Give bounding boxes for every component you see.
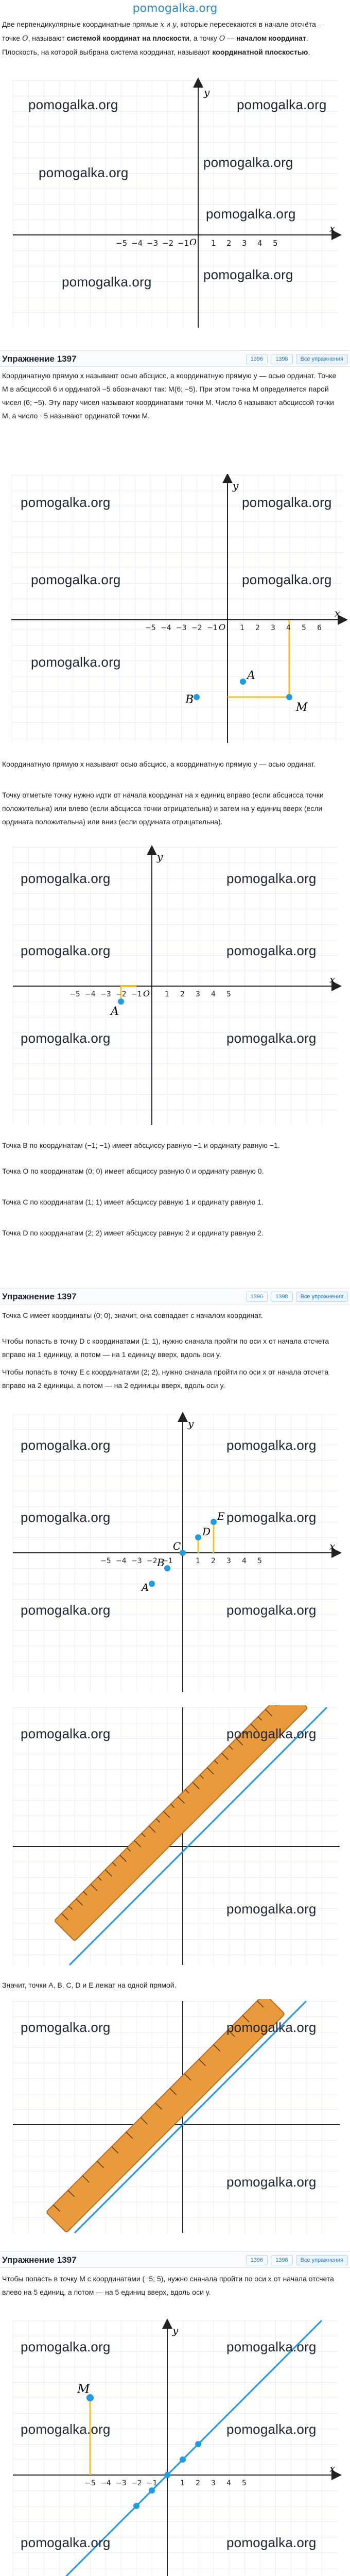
paragraph: Координатную прямую x называют осью абсцисс, а координатную прямую y — осью ординат. Точке M в абсциссой 6 и ординатой −5 обозначают так: M(6; −5). При этом точка M определяется парой чисел (6; −5). Эту пару чисел называют координатами точки M. Число 6 называют абсциссой точки M, а число −5 называют ординатой точки M. — [2, 371, 337, 420]
x-tick-label: −1 — [162, 1557, 173, 1565]
watermark: pomogalka.org — [21, 943, 111, 958]
point-m-label: M — [296, 701, 308, 714]
x-tick-label: 1 — [240, 624, 244, 632]
x-tick-label: −4 — [161, 624, 171, 632]
x-tick-label: −5 — [145, 624, 156, 632]
watermark: pomogalka.org — [226, 2174, 317, 2190]
figure-coordinate-system — [0, 77, 350, 345]
x-tick-label: 3 — [242, 239, 247, 248]
x-tick-label: 1 — [196, 1557, 200, 1565]
watermark: pomogalka.org — [21, 2421, 111, 2437]
watermark: pomogalka.org — [21, 1030, 111, 1046]
x-tick-label: 4 — [242, 1557, 247, 1565]
watermark: pomogalka.org — [21, 1437, 111, 1453]
figure-point-a — [0, 845, 350, 1133]
watermark: pomogalka.org — [21, 2020, 111, 2035]
exercise-bar — [0, 2251, 350, 2268]
exercise-title: Упражнение 1397 — [2, 354, 77, 364]
intro-text: Две перпендикулярные координатные прямые — [2, 20, 161, 28]
x-tick-label: 1 — [165, 990, 169, 998]
watermark: pomogalka.org — [226, 943, 317, 958]
intro-text: , а точку — [189, 34, 219, 42]
x-tick-label: 6 — [317, 624, 322, 632]
paragraph: Чтобы попасть в точку M с координатами (−5; 5), нужно сначала пройти по оси x от начала отсчета влево на 5 единиц, а потом — на 5 единиц вверх, вдоль оси y. — [2, 2275, 334, 2296]
watermark: pomogalka.org — [226, 2339, 317, 2354]
x-tick-label: −4 — [100, 2479, 111, 2487]
paragraph: Чтобы попасть в точку E с координатами (2; 2), нужно сначала пройти по оси x от начала отсчета вправо на 2 единицы, а потом — на 2 единицы вверх, вдоль оси y. — [2, 1368, 329, 1389]
x-tick-label: −5 — [116, 239, 128, 248]
point — [164, 2472, 170, 2478]
x-axis-label: x — [329, 222, 336, 234]
paragraph: Координатную прямую x называют осью абсцисс, а координатную прямую y — осью ординат. — [2, 760, 316, 768]
exercise-nav — [246, 1292, 348, 1302]
origin-label: O — [143, 989, 150, 998]
x-tick-label: −2 — [191, 624, 202, 632]
next-exercise-button[interactable]: 1398 — [271, 354, 292, 364]
watermark: pomogalka.org — [203, 267, 293, 282]
all-exercises-button[interactable]: Все упражнения — [296, 354, 348, 364]
prev-exercise-button[interactable]: 1396 — [246, 2255, 268, 2265]
paragraph: Чтобы попасть в точку D с координатами (1; 1), нужно сначала пройти по оси x от начала отсчета вправо на 1 единицу, а потом — на 1 единицу вверх, вдоль оси y. — [2, 1337, 329, 1359]
site-logo[interactable]: pomogalka.org — [132, 2, 218, 15]
x-tick-label: −2 — [162, 239, 174, 248]
x-tick-label: 5 — [273, 239, 278, 248]
prev-exercise-button[interactable]: 1396 — [246, 354, 268, 364]
x-tick-label: 3 — [196, 990, 200, 998]
x-tick-label: 5 — [242, 2479, 247, 2487]
x-tick-label: −2 — [116, 990, 127, 998]
point-a — [149, 1581, 155, 1587]
point — [195, 2441, 201, 2447]
grid — [11, 475, 343, 743]
var-x: x — [160, 21, 165, 29]
y-axis-label: y — [233, 480, 239, 492]
y-axis-label: y — [157, 851, 163, 863]
point-d — [195, 1534, 201, 1540]
point-a-label: A — [111, 1005, 119, 1018]
next-exercise-button[interactable]: 1398 — [271, 2255, 292, 2265]
point-m-label: M — [77, 2382, 90, 2396]
exercise-bar — [0, 350, 350, 367]
exercise-nav — [246, 354, 348, 364]
point — [149, 2487, 155, 2494]
paragraph: Точка D по координатам (2; 2) имеет абсциссу равную 2 и ординату равную 2. — [2, 1229, 264, 1237]
x-tick-label: −1 — [147, 2479, 157, 2487]
intro-text: . Плоскость, на которой выбрана система координат, называют — [2, 34, 308, 56]
x-tick-label: 4 — [257, 239, 262, 248]
watermark: pomogalka.org — [226, 871, 317, 886]
watermark: pomogalka.org — [21, 871, 111, 886]
watermark: pomogalka.org — [28, 97, 118, 112]
point-label: A — [142, 1581, 149, 1594]
paragraph: Точку отметьте точку нужно идти от начала координат на x единиц вправо (если абсцисса точки положительна) или влево (если абсцисса точки отрицательна) и затем на y единиц вверх (если ордината положительна) или вниз (если ордината отрицательна). — [2, 791, 324, 826]
x-tick-label: 1 — [180, 2479, 185, 2487]
watermark: pomogalka.org — [226, 2421, 317, 2437]
point-b — [194, 694, 200, 700]
x-tick-label: −1 — [178, 239, 189, 248]
watermark: pomogalka.org — [21, 1726, 111, 1741]
var-o: O — [219, 35, 225, 43]
intro-paragraph — [2, 18, 342, 59]
x-tick-label: 1 — [211, 239, 216, 248]
coordinate-plane-3 — [0, 845, 350, 1133]
x-tick-label: 4 — [211, 990, 216, 998]
point-m — [286, 694, 292, 700]
point-label: B — [157, 1556, 165, 1569]
x-tick-label: 5 — [302, 624, 306, 632]
watermark: pomogalka.org — [21, 1602, 111, 1618]
watermark: pomogalka.org — [62, 274, 152, 290]
x-tick-label: −4 — [116, 1557, 127, 1565]
watermark: pomogalka.org — [206, 206, 296, 222]
point-e — [211, 1519, 217, 1525]
intro-text: и — [164, 20, 172, 28]
watermark: pomogalka.org — [242, 495, 332, 510]
watermark: pomogalka.org — [226, 1510, 317, 1525]
x-tick-label: 4 — [286, 624, 291, 632]
figure-point-m — [0, 474, 350, 752]
paragraph: Точка C по координатам (1; 1) имеет абсциссу равную 1 и ординату равную 1. — [2, 1198, 264, 1206]
prev-exercise-button[interactable]: 1396 — [246, 1292, 268, 1302]
next-exercise-button[interactable]: 1398 — [271, 1292, 292, 1302]
x-tick-label: −3 — [131, 1557, 142, 1565]
point-b — [164, 1565, 170, 1571]
watermark: pomogalka.org — [31, 654, 121, 670]
point-label: C — [173, 1540, 181, 1552]
point-b-label: B — [185, 693, 194, 706]
x-axis-label: x — [329, 2462, 336, 2475]
watermark: pomogalka.org — [226, 1437, 317, 1453]
x-tick-label: −2 — [147, 1557, 157, 1565]
watermark: pomogalka.org — [21, 495, 111, 510]
all-exercises-button[interactable]: Все упражнения — [296, 1292, 348, 1302]
figure-ruler-line-2 — [0, 1999, 350, 2241]
watermark: pomogalka.org — [226, 2020, 317, 2035]
x-axis-label: x — [335, 607, 341, 619]
watermark: pomogalka.org — [21, 2535, 111, 2550]
var-y: y — [172, 21, 177, 29]
paragraph: Точка O по координатам (0; 0) имеет абсциссу равную 0 и ординату равную 0. — [2, 1167, 264, 1175]
watermark: pomogalka.org — [226, 1901, 317, 1917]
origin-label: O — [189, 238, 197, 248]
paragraph: Значит, точки A, B, C, D и E лежат на одной прямой. — [2, 1981, 177, 1989]
x-tick-label: −5 — [85, 2479, 96, 2487]
x-tick-label: −3 — [100, 990, 111, 998]
intro-text: , называют — [28, 34, 67, 42]
x-tick-label: 5 — [257, 1557, 262, 1565]
watermark: pomogalka.org — [31, 572, 121, 587]
figure-ruler-line — [0, 1705, 350, 1973]
watermark: pomogalka.org — [203, 155, 293, 170]
x-tick-label: −4 — [85, 990, 96, 998]
point-label: E — [217, 1510, 225, 1522]
watermark: pomogalka.org — [226, 1602, 317, 1618]
exercise-nav — [246, 2255, 348, 2265]
term-coordinate-system: системой координат на плоскости — [66, 34, 190, 42]
x-tick-label: −1 — [207, 624, 218, 632]
point — [133, 2503, 139, 2509]
watermark: pomogalka.org — [226, 1726, 317, 1741]
watermark: pomogalka.org — [226, 2535, 317, 2550]
grid — [13, 80, 337, 328]
y-axis-label: y — [188, 1417, 194, 1430]
watermark: pomogalka.org — [242, 572, 332, 587]
point — [180, 2456, 186, 2463]
paragraph: Точка C имеет координаты (0; 0), значит, она совпадает с началом координат. — [2, 1311, 263, 1319]
y-axis-label: y — [204, 86, 210, 98]
watermark: pomogalka.org — [237, 97, 327, 112]
coordinate-plane-5 — [0, 1705, 350, 1973]
term-coordinate-plane: координатной плоскостью — [212, 48, 308, 56]
watermark: pomogalka.org — [226, 1030, 317, 1046]
x-tick-label: 2 — [255, 624, 260, 632]
exercise-title: Упражнение 1397 — [2, 1292, 77, 1301]
coordinate-plane-2 — [0, 474, 350, 752]
x-tick-label: −1 — [131, 990, 142, 998]
intro-text: — — [225, 34, 236, 42]
watermark: pomogalka.org — [39, 165, 129, 180]
intro-text: . — [308, 48, 310, 56]
x-tick-label: −4 — [131, 239, 143, 248]
x-tick-label: 3 — [271, 624, 275, 632]
x-tick-label: 2 — [226, 239, 232, 248]
x-tick-label: 2 — [180, 990, 185, 998]
figure-point-m-line — [0, 2318, 350, 2576]
x-tick-label: −2 — [131, 2479, 142, 2487]
x-tick-label: 5 — [226, 990, 231, 998]
figure-points-abcde — [0, 1412, 350, 1700]
intro-text: , которые пересекаются в начале отсчёта — точке — [2, 20, 325, 42]
point-a-label: A — [247, 669, 255, 682]
x-tick-label: 4 — [226, 2479, 231, 2487]
watermark: pomogalka.org — [21, 2339, 111, 2354]
coordinate-plane-1 — [0, 77, 350, 345]
x-tick-label: −3 — [176, 624, 187, 632]
x-tick-label: 2 — [196, 2479, 200, 2487]
y-axis-label: y — [172, 2324, 179, 2336]
point-a — [240, 679, 246, 685]
x-axis-label: x — [329, 973, 336, 986]
term-origin: началом координат — [236, 34, 306, 42]
x-tick-label: −3 — [147, 239, 159, 248]
watermark: pomogalka.org — [21, 1510, 111, 1525]
x-tick-label: −3 — [116, 2479, 127, 2487]
paragraph: Точка B по координатам (−1; −1) имеет абсциссу равную −1 и ординату равную −1. — [2, 1141, 280, 1149]
point-a — [118, 998, 124, 1005]
point-label: D — [202, 1526, 211, 1538]
x-tick-label: −5 — [69, 990, 80, 998]
x-tick-label: 2 — [211, 1557, 216, 1565]
var-o: O — [22, 35, 28, 43]
all-exercises-button[interactable]: Все упражнения — [296, 2255, 348, 2265]
coordinate-plane-4 — [0, 1412, 350, 1700]
origin-label: O — [219, 622, 226, 632]
exercise-bar — [0, 1288, 350, 1304]
x-tick-label: 3 — [226, 1557, 231, 1565]
x-axis-label: x — [329, 1540, 336, 1552]
exercise-title: Упражнение 1397 — [2, 2255, 77, 2265]
x-tick-label: 3 — [211, 2479, 216, 2487]
x-tick-label: −5 — [100, 1557, 111, 1565]
